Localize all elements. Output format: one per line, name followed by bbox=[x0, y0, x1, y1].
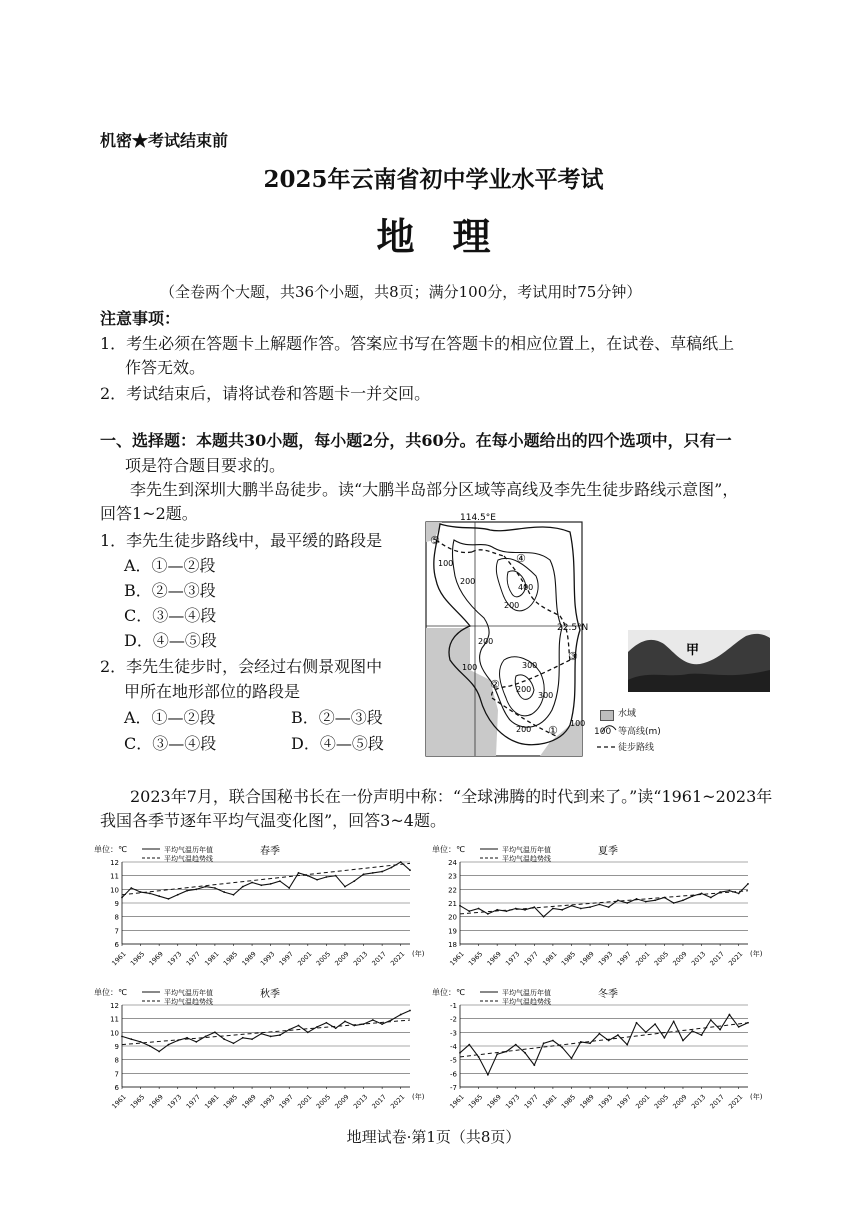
route-point-4: ④ bbox=[516, 552, 526, 565]
data-point bbox=[524, 1052, 526, 1054]
svg-text:200: 200 bbox=[504, 601, 520, 610]
y-tick-label: -6 bbox=[450, 1070, 457, 1079]
x-tick-label: 1969 bbox=[485, 1093, 503, 1111]
data-point bbox=[130, 1038, 132, 1040]
data-point bbox=[459, 1052, 461, 1054]
notice-item: 2．考试结束后，请将试卷和答题卡一并交回。 bbox=[100, 384, 431, 403]
y-tick-label: 24 bbox=[448, 859, 457, 867]
x-tick-label: 1965 bbox=[128, 1093, 147, 1111]
legend-water-label: 水域 bbox=[618, 709, 637, 719]
x-tick-label: 1965 bbox=[128, 950, 147, 968]
data-point bbox=[233, 894, 235, 896]
y-tick-label: -5 bbox=[450, 1056, 457, 1065]
unit-label: 单位：℃ bbox=[432, 988, 465, 997]
data-point bbox=[645, 1031, 647, 1033]
x-tick-label: 1969 bbox=[147, 1093, 165, 1111]
y-tick-label: -3 bbox=[450, 1029, 457, 1038]
data-point bbox=[608, 1040, 610, 1042]
data-point bbox=[478, 1056, 480, 1058]
x-tick-label: 1981 bbox=[541, 1093, 559, 1111]
y-tick-label: 19 bbox=[448, 927, 457, 936]
x-tick-label: 1997 bbox=[615, 950, 633, 968]
section-heading: 一、选择题：本题共30小题，每小题2分，共60分。在每小题给出的四个选项中，只有一 bbox=[100, 431, 732, 450]
data-point bbox=[400, 1014, 402, 1016]
data-point bbox=[626, 1044, 628, 1046]
route-point-1: ① bbox=[548, 724, 558, 737]
data-point bbox=[673, 902, 675, 904]
data-point bbox=[617, 1034, 619, 1036]
year-unit-label: (年) bbox=[750, 1093, 763, 1101]
data-point bbox=[459, 905, 461, 907]
x-tick-label: 1993 bbox=[596, 950, 615, 968]
data-point bbox=[381, 871, 383, 873]
svg-text:200: 200 bbox=[516, 725, 532, 734]
x-tick-label: 1981 bbox=[203, 950, 221, 968]
data-point bbox=[682, 899, 684, 901]
x-tick-label: 1973 bbox=[166, 1093, 184, 1111]
data-point bbox=[242, 886, 244, 888]
legend-trend-label: 平均气温趋势线 bbox=[164, 998, 213, 1006]
page-footer: 地理试卷·第1页（共8页） bbox=[346, 1128, 521, 1146]
x-tick-label: 1973 bbox=[504, 950, 522, 968]
y-tick-label: 7 bbox=[114, 1070, 119, 1079]
trend-line bbox=[460, 1023, 748, 1057]
data-point bbox=[626, 902, 628, 904]
x-tick-label: 2013 bbox=[351, 1093, 370, 1111]
data-point bbox=[598, 903, 600, 905]
data-point bbox=[710, 1019, 712, 1021]
data-point bbox=[608, 906, 610, 908]
contour-map bbox=[420, 510, 590, 760]
data-point bbox=[233, 1042, 235, 1044]
data-point bbox=[381, 1023, 383, 1025]
data-point bbox=[729, 890, 731, 892]
legend-series-label: 平均气温历年值 bbox=[164, 989, 213, 997]
x-tick-label: 1961 bbox=[110, 1093, 128, 1111]
data-point bbox=[478, 908, 480, 910]
landscape-photo bbox=[628, 630, 770, 692]
q1-option-c[interactable]: C．③—④段 bbox=[124, 606, 217, 625]
legend-series-label: 平均气温历年值 bbox=[502, 846, 551, 854]
x-tick-label: 1985 bbox=[221, 950, 240, 968]
question-2-stem-cont: 甲所在地形部位的路段是 bbox=[124, 682, 301, 701]
x-tick-label: 1977 bbox=[184, 950, 202, 968]
year-unit-label: (年) bbox=[412, 1093, 425, 1101]
x-tick-label: 1961 bbox=[110, 950, 128, 968]
chart-winter bbox=[430, 985, 770, 1115]
data-point bbox=[738, 893, 740, 895]
data-point bbox=[409, 869, 411, 871]
y-tick-label: 11 bbox=[110, 872, 119, 881]
series-line bbox=[460, 1015, 748, 1075]
data-point bbox=[307, 1031, 309, 1033]
notice-heading: 注意事项： bbox=[100, 309, 181, 328]
data-point bbox=[186, 890, 188, 892]
data-point bbox=[214, 1031, 216, 1033]
svg-text:400: 400 bbox=[518, 583, 534, 592]
data-point bbox=[130, 887, 132, 889]
chart-spring bbox=[92, 842, 432, 972]
x-tick-label: 2021 bbox=[389, 950, 407, 968]
series-line bbox=[460, 884, 748, 917]
data-point bbox=[543, 1042, 545, 1044]
photo-label-jia: 甲 bbox=[686, 643, 700, 658]
question-2-stem: 2．李先生徒步时，会经过右侧景观图中 bbox=[100, 657, 383, 676]
x-tick-label: 1989 bbox=[240, 1093, 258, 1111]
chart-title: 夏季 bbox=[598, 846, 618, 857]
data-point bbox=[636, 1022, 638, 1024]
data-point bbox=[468, 910, 470, 912]
data-point bbox=[487, 1074, 489, 1076]
y-tick-label: 18 bbox=[448, 941, 457, 949]
svg-text:300: 300 bbox=[538, 691, 554, 700]
intro-text: 回答1~2题。 bbox=[100, 504, 198, 523]
legend-series-label: 平均气温历年值 bbox=[502, 989, 551, 997]
data-point bbox=[654, 899, 656, 901]
data-point bbox=[121, 1036, 123, 1038]
y-tick-label: 10 bbox=[110, 1029, 119, 1038]
svg-text:300: 300 bbox=[522, 661, 538, 670]
data-point bbox=[589, 1042, 591, 1044]
data-point bbox=[335, 1027, 337, 1029]
data-point bbox=[409, 1010, 411, 1012]
legend-contour-symbol bbox=[600, 722, 618, 734]
longitude-label: 114.5°E bbox=[460, 513, 496, 523]
x-tick-label: 1989 bbox=[240, 950, 258, 968]
data-point bbox=[158, 1051, 160, 1053]
chart-autumn bbox=[92, 985, 432, 1115]
data-point bbox=[344, 1021, 346, 1023]
x-tick-label: 1965 bbox=[466, 1093, 485, 1111]
data-point bbox=[515, 1044, 517, 1046]
data-point bbox=[561, 909, 563, 911]
y-tick-label: 6 bbox=[114, 941, 119, 949]
q2-option-c[interactable]: C．③—④段 bbox=[124, 734, 217, 753]
x-tick-label: 2009 bbox=[671, 950, 689, 968]
exam-title: 2025年云南省初中学业水平考试 bbox=[263, 166, 604, 193]
chart-summer bbox=[430, 842, 770, 972]
x-tick-label: 1973 bbox=[504, 1093, 522, 1111]
data-point bbox=[168, 1044, 170, 1046]
x-tick-label: 1985 bbox=[559, 950, 578, 968]
y-tick-label: -2 bbox=[450, 1015, 457, 1024]
x-tick-label: 2001 bbox=[634, 1093, 652, 1111]
x-tick-label: 1973 bbox=[166, 950, 184, 968]
data-point bbox=[738, 1026, 740, 1028]
data-point bbox=[363, 873, 365, 875]
data-point bbox=[561, 1046, 563, 1048]
data-point bbox=[251, 1038, 253, 1040]
y-tick-label: 6 bbox=[114, 1084, 119, 1092]
y-tick-label: -1 bbox=[450, 1002, 457, 1010]
y-tick-label: -7 bbox=[450, 1084, 457, 1092]
x-tick-label: 1997 bbox=[615, 1093, 633, 1111]
data-point bbox=[729, 1014, 731, 1016]
y-tick-label: 12 bbox=[110, 859, 119, 867]
y-tick-label: 22 bbox=[448, 886, 457, 895]
legend-contour-value: 100 bbox=[594, 727, 612, 737]
legend-water-swatch bbox=[600, 710, 614, 721]
data-point bbox=[487, 913, 489, 915]
legend-route-symbol bbox=[596, 742, 616, 752]
data-point bbox=[598, 1033, 600, 1035]
data-point bbox=[307, 875, 309, 877]
year-unit-label: (年) bbox=[750, 950, 763, 958]
data-point bbox=[288, 887, 290, 889]
series-line bbox=[122, 1011, 410, 1052]
data-point bbox=[177, 894, 179, 896]
data-point bbox=[214, 887, 216, 889]
data-point bbox=[279, 1034, 281, 1036]
q2-option-d[interactable]: D．④—⑤段 bbox=[291, 734, 384, 753]
x-tick-label: 2001 bbox=[634, 950, 652, 968]
data-point bbox=[325, 876, 327, 878]
data-point bbox=[589, 906, 591, 908]
intro-text: 我国各季节逐年平均气温变化图”，回答3~4题。 bbox=[100, 811, 446, 830]
data-point bbox=[325, 1022, 327, 1024]
x-tick-label: 2009 bbox=[671, 1093, 689, 1111]
x-tick-label: 1985 bbox=[559, 1093, 578, 1111]
x-tick-label: 1965 bbox=[466, 950, 485, 968]
x-tick-label: 2021 bbox=[389, 1093, 407, 1111]
data-point bbox=[149, 1045, 151, 1047]
data-point bbox=[186, 1037, 188, 1039]
q1-option-b[interactable]: B．②—③段 bbox=[124, 581, 216, 600]
data-point bbox=[260, 884, 262, 886]
route-point-3: ③ bbox=[568, 650, 578, 663]
data-point bbox=[270, 1036, 272, 1038]
legend-trend-label: 平均气温趋势线 bbox=[502, 998, 551, 1006]
y-tick-label: 7 bbox=[114, 927, 119, 936]
x-tick-label: 2005 bbox=[652, 950, 671, 968]
x-tick-label: 2013 bbox=[351, 950, 370, 968]
data-point bbox=[195, 888, 197, 890]
x-tick-label: 1993 bbox=[258, 1093, 277, 1111]
q1-option-d[interactable]: D．④—⑤段 bbox=[124, 631, 217, 650]
x-tick-label: 2017 bbox=[708, 1093, 726, 1111]
x-tick-label: 1989 bbox=[578, 950, 596, 968]
notice-item: 1．考生必须在答题卡上解题作答。答案应书写在答题卡的相应位置上，在试卷、草稿纸上 bbox=[100, 334, 735, 353]
y-tick-label: -4 bbox=[450, 1043, 457, 1051]
x-tick-label: 2001 bbox=[296, 950, 314, 968]
x-tick-label: 1961 bbox=[448, 950, 466, 968]
svg-text:100: 100 bbox=[570, 719, 586, 728]
x-tick-label: 1969 bbox=[147, 950, 165, 968]
x-tick-label: 1977 bbox=[184, 1093, 202, 1111]
route-point-5: ⑤ bbox=[430, 534, 440, 547]
y-tick-label: 21 bbox=[448, 900, 457, 908]
x-tick-label: 2013 bbox=[689, 950, 708, 968]
data-point bbox=[270, 883, 272, 885]
data-point bbox=[552, 1040, 554, 1042]
data-point bbox=[149, 893, 151, 895]
route-point-2: ② bbox=[490, 678, 500, 691]
data-point bbox=[682, 1040, 684, 1042]
x-tick-label: 1985 bbox=[221, 1093, 240, 1111]
data-point bbox=[353, 880, 355, 882]
x-tick-label: 2017 bbox=[708, 950, 726, 968]
x-tick-label: 1961 bbox=[448, 1093, 466, 1111]
data-point bbox=[316, 879, 318, 881]
data-point bbox=[468, 1044, 470, 1046]
x-tick-label: 2017 bbox=[370, 1093, 388, 1111]
data-point bbox=[719, 1029, 721, 1031]
x-tick-label: 2021 bbox=[727, 950, 745, 968]
chart-title: 春季 bbox=[260, 846, 280, 857]
unit-label: 单位：℃ bbox=[432, 845, 465, 854]
x-tick-label: 1969 bbox=[485, 950, 503, 968]
data-point bbox=[140, 891, 142, 893]
intro-text: 2023年7月，联合国秘书长在一份声明中称：“全球沸腾的时代到来了。”读“1961~2023年 bbox=[130, 787, 773, 806]
data-point bbox=[654, 1023, 656, 1025]
data-point bbox=[552, 908, 554, 910]
y-tick-label: 20 bbox=[448, 913, 457, 922]
unit-label: 单位：℃ bbox=[94, 845, 127, 854]
svg-text:200: 200 bbox=[478, 637, 494, 646]
x-tick-label: 2001 bbox=[296, 1093, 314, 1111]
data-point bbox=[168, 898, 170, 900]
y-tick-label: 9 bbox=[114, 900, 119, 908]
data-point bbox=[223, 891, 225, 893]
y-tick-label: 23 bbox=[448, 872, 457, 881]
data-point bbox=[344, 886, 346, 888]
x-tick-label: 1989 bbox=[578, 1093, 596, 1111]
data-point bbox=[140, 1041, 142, 1043]
data-point bbox=[298, 872, 300, 874]
q2-option-a[interactable]: A．①—②段 bbox=[124, 708, 216, 727]
x-tick-label: 1993 bbox=[258, 950, 277, 968]
y-tick-label: 8 bbox=[114, 1056, 119, 1065]
data-point bbox=[279, 880, 281, 882]
data-point bbox=[335, 875, 337, 877]
data-point bbox=[496, 1053, 498, 1055]
y-tick-label: 11 bbox=[110, 1015, 119, 1024]
y-tick-label: 10 bbox=[110, 886, 119, 895]
trend-line bbox=[122, 863, 410, 894]
y-tick-label: 12 bbox=[110, 1002, 119, 1010]
data-point bbox=[506, 1051, 508, 1053]
notice-item: 作答无效。 bbox=[125, 358, 206, 377]
x-tick-label: 1997 bbox=[277, 950, 295, 968]
x-tick-label: 2005 bbox=[314, 950, 333, 968]
x-tick-label: 1981 bbox=[541, 950, 559, 968]
confidential-mark: 机密★考试结束前 bbox=[100, 131, 229, 150]
svg-text:100: 100 bbox=[438, 559, 454, 568]
x-tick-label: 1993 bbox=[596, 1093, 615, 1111]
q1-option-a[interactable]: A．①—②段 bbox=[124, 556, 216, 575]
subject-title: 地 理 bbox=[376, 214, 491, 259]
data-point bbox=[701, 1034, 703, 1036]
data-point bbox=[391, 867, 393, 869]
data-point bbox=[645, 901, 647, 903]
y-tick-label: 8 bbox=[114, 913, 119, 922]
x-tick-label: 1977 bbox=[522, 950, 540, 968]
data-point bbox=[691, 1030, 693, 1032]
x-tick-label: 2005 bbox=[314, 1093, 333, 1111]
svg-text:200: 200 bbox=[516, 685, 532, 694]
series-line bbox=[122, 862, 410, 899]
data-point bbox=[195, 1041, 197, 1043]
data-point bbox=[571, 1057, 573, 1059]
x-tick-label: 2009 bbox=[333, 1093, 351, 1111]
data-point bbox=[580, 908, 582, 910]
data-point bbox=[533, 1064, 535, 1066]
data-point bbox=[663, 1037, 665, 1039]
x-tick-label: 2021 bbox=[727, 1093, 745, 1111]
x-tick-label: 2005 bbox=[652, 1093, 671, 1111]
x-tick-label: 2013 bbox=[689, 1093, 708, 1111]
x-tick-label: 1977 bbox=[522, 1093, 540, 1111]
section-heading-cont: 项是符合题目要求的。 bbox=[125, 456, 286, 475]
data-point bbox=[372, 872, 374, 874]
x-tick-label: 1997 bbox=[277, 1093, 295, 1111]
data-point bbox=[400, 861, 402, 863]
legend-trend-label: 平均气温趋势线 bbox=[502, 855, 551, 863]
intro-text: 李先生到深圳大鹏半岛徒步。读“大鹏半岛部分区域等高线及李先生徒步路线示意图”， bbox=[130, 480, 739, 499]
data-point bbox=[242, 1037, 244, 1039]
x-tick-label: 1981 bbox=[203, 1093, 221, 1111]
svg-text:100: 100 bbox=[462, 663, 478, 672]
data-point bbox=[710, 897, 712, 899]
question-1-stem: 1．李先生徒步路线中，最平缓的路段是 bbox=[100, 531, 383, 550]
legend-trend-label: 平均气温趋势线 bbox=[164, 855, 213, 863]
legend-route-label: 徒步路线 bbox=[618, 743, 655, 753]
exam-info: （全卷两个大题，共36个小题，共8页；满分100分，考试用时75分钟） bbox=[160, 283, 642, 301]
data-point bbox=[251, 882, 253, 884]
x-tick-label: 2009 bbox=[333, 950, 351, 968]
chart-title: 秋季 bbox=[260, 989, 280, 1000]
y-tick-label: 9 bbox=[114, 1043, 119, 1051]
data-point bbox=[673, 1021, 675, 1023]
x-tick-label: 2017 bbox=[370, 950, 388, 968]
data-point bbox=[298, 1025, 300, 1027]
data-point bbox=[158, 895, 160, 897]
data-point bbox=[121, 897, 123, 899]
data-point bbox=[543, 916, 545, 918]
trend-line bbox=[460, 891, 748, 914]
latitude-label: 22.5°N bbox=[557, 623, 589, 633]
year-unit-label: (年) bbox=[412, 950, 425, 958]
svg-text:200: 200 bbox=[460, 577, 476, 586]
data-point bbox=[391, 1019, 393, 1021]
q2-option-b[interactable]: B．②—③段 bbox=[291, 708, 383, 727]
unit-label: 单位：℃ bbox=[94, 988, 127, 997]
legend-series-label: 平均气温历年值 bbox=[164, 846, 213, 854]
chart-title: 冬季 bbox=[598, 989, 618, 1000]
data-point bbox=[747, 883, 749, 885]
legend-contour-label: 等高线(m) bbox=[618, 727, 661, 737]
data-point bbox=[223, 1038, 225, 1040]
data-point bbox=[372, 1019, 374, 1021]
